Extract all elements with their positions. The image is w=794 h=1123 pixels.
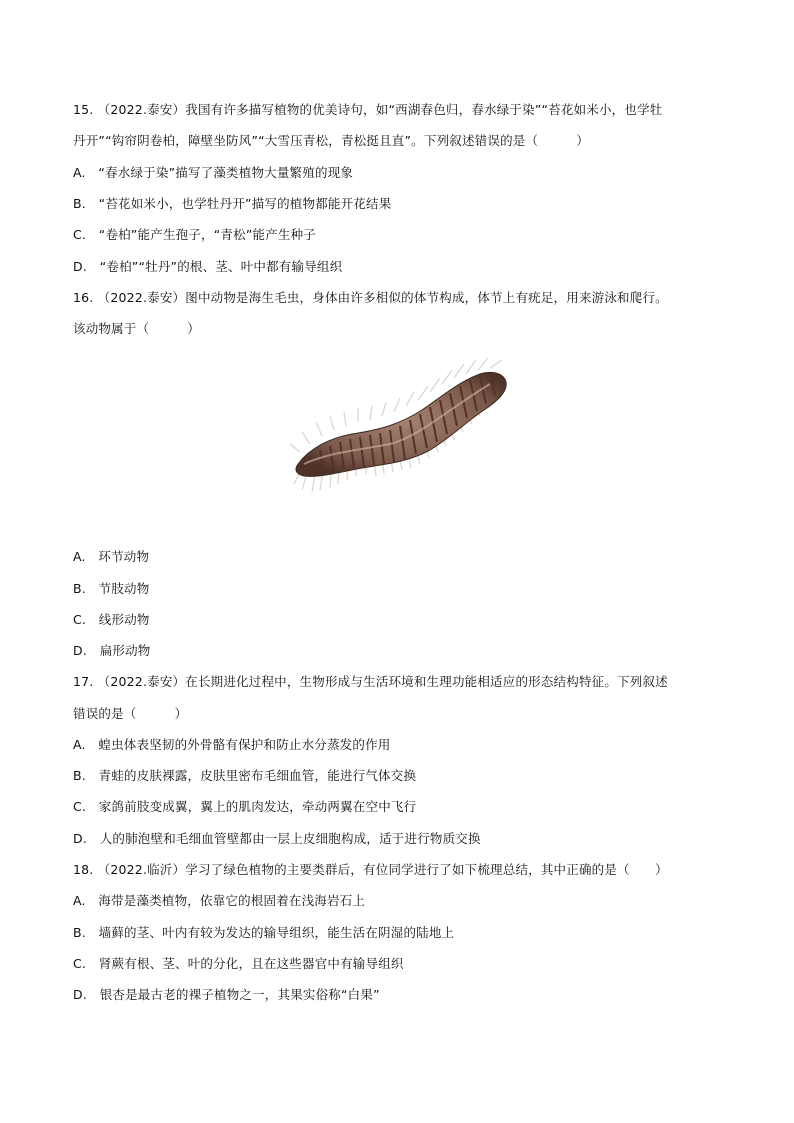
q16-option-d: D. 扁形动物 <box>73 643 151 658</box>
q15-option-b: B. “苔花如米小，也学牡丹开”描写的植物都能开花结果 <box>73 196 392 211</box>
q17-option-a: A. 蝗虫体表坚韧的外骨骼有保护和防止水分蒸发的作用 <box>73 737 391 752</box>
q16-option-a: A. 环节动物 <box>73 549 150 564</box>
q18-option-a: A. 海带是藻类植物，依靠它的根固着在浅海岩石上 <box>73 893 366 908</box>
q15-option-a: A. “春水绿于染”描写了藻类植物大量繁殖的现象 <box>73 165 354 180</box>
q15-option-d: D. “卷柏”“牡丹”的根、茎、叶中都有输导组织 <box>73 259 343 274</box>
worm-body <box>296 372 506 476</box>
q17-option-d: D. 人的肺泡壁和毛细血管壁都由一层上皮细胞构成，适于进行物质交换 <box>73 831 481 846</box>
q15-stem-line-1: 15. （2022.泰安）我国有许多描写植物的优美诗句，如“西湖春色归，春水绿于染”“苔花如米小，也学牡 <box>73 102 663 117</box>
q16-stem-line-1: 16. （2022.泰安）图中动物是海生毛虫，身体由许多相似的体节构成，体节上有疣足，用来游泳和爬行。 <box>73 290 668 305</box>
q18-option-d: D. 银杏是最古老的裸子植物之一，其果实俗称“白果” <box>73 987 380 1002</box>
q17-option-b: B. 青蛙的皮肤裸露，皮肤里密布毛细血管，能进行气体交换 <box>73 768 417 783</box>
q16-option-b: B. 节肢动物 <box>73 581 150 596</box>
q17-stem-line-2: 错误的是（ ） <box>73 706 188 721</box>
q15-stem-line-2: 丹开”“钩帘阴卷柏，障壁坐防风”“大雪压青松，青松挺且直”。下列叙述错误的是（ ） <box>73 133 589 148</box>
q18-option-c: C. 肾蕨有根、茎、叶的分化，且在这些器官中有输导组织 <box>73 956 404 971</box>
q17-option-c: C. 家鸽前肢变成翼，翼上的肌肉发达，牵动两翼在空中飞行 <box>73 799 417 814</box>
q15-option-c: C. “卷柏”能产生孢子，“青松”能产生种子 <box>73 227 317 242</box>
q18-stem-line-1: 18. （2022.临沂）学习了绿色植物的主要类群后，有位同学进行了如下梳理总结，其中正确的是（ ） <box>73 862 668 877</box>
q16-option-c: C. 线形动物 <box>73 612 150 627</box>
q17-stem-line-1: 17. （2022.泰安）在长期进化过程中，生物形成与生活环境和生理功能相适应的形态结构特征。下列叙述 <box>73 674 668 689</box>
sea-worm-illustration <box>290 352 514 500</box>
q18-option-b: B. 墙藓的茎、叶内有较为发达的输导组织，能生活在阴湿的陆地上 <box>73 925 455 940</box>
sea-worm-image <box>290 352 514 500</box>
q16-stem-line-2: 该动物属于（ ） <box>73 321 201 336</box>
